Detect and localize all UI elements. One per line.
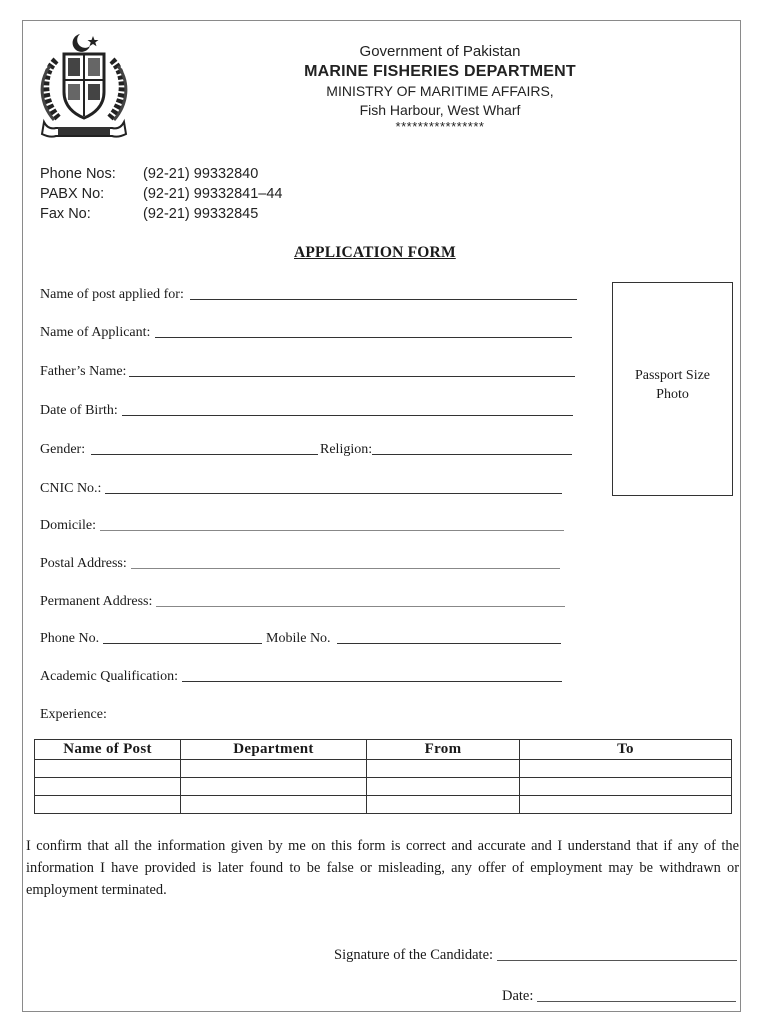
postal-address-field[interactable]: [40, 552, 560, 572]
table-cell[interactable]: [367, 778, 520, 796]
contact-label: Fax No:: [40, 206, 91, 222]
postal-address-input-line[interactable]: [131, 567, 560, 569]
contact-value: (92-21) 99332840: [143, 166, 259, 182]
post-input-line[interactable]: [190, 298, 577, 300]
date-label: Date:: [502, 988, 534, 1004]
permanent-address-input-line[interactable]: [156, 605, 565, 607]
photo-box-label: Photo: [656, 387, 689, 402]
table-cell[interactable]: [35, 760, 181, 778]
column-header-post: Name of Post: [35, 740, 181, 760]
mobile-input-line[interactable]: [337, 642, 561, 644]
address-line: Fish Harbour, West Wharf: [359, 102, 521, 118]
academic-qualification-label: Academic Qualification:: [40, 669, 178, 684]
father-name-input-line[interactable]: [129, 375, 575, 377]
pakistan-emblem-icon: [36, 30, 132, 140]
mobile-field[interactable]: [266, 627, 561, 647]
contact-row-pabx: [40, 184, 282, 204]
permanent-address-field[interactable]: [40, 590, 565, 610]
applicant-label: Name of Applicant:: [40, 325, 151, 340]
dob-label: Date of Birth:: [40, 403, 118, 418]
column-header-to: To: [520, 740, 732, 760]
domicile-field[interactable]: [40, 514, 564, 534]
experience-table: [34, 739, 732, 814]
contact-block: [40, 164, 282, 224]
father-name-field[interactable]: [40, 360, 575, 380]
date-field[interactable]: [502, 985, 736, 1005]
form-title: APPLICATION FORM: [294, 244, 456, 261]
department-name: MARINE FISHERIES DEPARTMENT: [304, 63, 576, 80]
post-field[interactable]: [40, 283, 577, 303]
table-row: [35, 760, 732, 778]
column-header-department: Department: [181, 740, 367, 760]
applicant-field[interactable]: [40, 321, 572, 341]
dob-input-line[interactable]: [122, 414, 573, 416]
contact-row-phone: [40, 164, 282, 184]
experience-label: Experience:: [40, 707, 107, 722]
table-cell[interactable]: [367, 760, 520, 778]
post-label: Name of post applied for:: [40, 287, 184, 302]
signature-field[interactable]: [334, 944, 737, 964]
phone-field[interactable]: [40, 627, 262, 647]
phone-input-line[interactable]: [103, 642, 262, 644]
signature-label: Signature of the Candidate:: [334, 947, 494, 963]
table-row: [35, 778, 732, 796]
date-input-line[interactable]: [537, 1000, 736, 1002]
table-row: [35, 796, 732, 814]
stars-divider: ****************: [395, 119, 485, 134]
contact-label: Phone Nos:: [40, 166, 116, 182]
domicile-label: Domicile:: [40, 518, 96, 533]
phone-label: Phone No.: [40, 631, 100, 646]
photo-box-label: Passport Size: [634, 368, 711, 383]
dob-field[interactable]: [40, 399, 573, 419]
table-cell[interactable]: [181, 778, 367, 796]
religion-input-line[interactable]: [372, 453, 572, 455]
gender-input-line[interactable]: [91, 453, 318, 455]
passport-photo-box[interactable]: [612, 282, 733, 496]
government-line: Government of Pakistan: [359, 43, 521, 60]
signature-input-line[interactable]: [497, 959, 737, 961]
cnic-label: CNIC No.:: [40, 481, 102, 496]
table-cell[interactable]: [181, 760, 367, 778]
gender-field[interactable]: [40, 438, 318, 458]
father-name-label: Father’s Name:: [40, 364, 127, 379]
gender-label: Gender:: [40, 442, 86, 457]
table-cell[interactable]: [181, 796, 367, 814]
domicile-input-line[interactable]: [100, 529, 564, 531]
academic-qualification-field[interactable]: [40, 665, 562, 685]
department-header: [270, 42, 610, 134]
postal-address-label: Postal Address:: [40, 556, 127, 571]
contact-label: PABX No:: [40, 186, 105, 202]
table-cell[interactable]: [520, 760, 732, 778]
table-cell[interactable]: [520, 778, 732, 796]
ministry-line: MINISTRY OF MARITIME AFFAIRS,: [326, 83, 554, 99]
cnic-input-line[interactable]: [105, 492, 562, 494]
table-cell[interactable]: [35, 778, 181, 796]
cnic-field[interactable]: [40, 477, 562, 497]
mobile-label: Mobile No.: [266, 631, 331, 646]
contact-value: (92-21) 99332845: [143, 206, 259, 222]
academic-qualification-input-line[interactable]: [182, 680, 562, 682]
applicant-input-line[interactable]: [155, 336, 572, 338]
contact-row-fax: [40, 204, 282, 224]
declaration-text: I confirm that all the information given by me on this form is correct and accurate and I understand that if any of the information I have provided is later found to be false or misleading, any offer of employment may be withdrawn or employment terminated.: [26, 838, 739, 898]
table-cell[interactable]: [520, 796, 732, 814]
religion-label: Religion:: [320, 442, 373, 457]
column-header-from: From: [367, 740, 520, 760]
table-cell[interactable]: [35, 796, 181, 814]
table-cell[interactable]: [367, 796, 520, 814]
religion-field[interactable]: [320, 438, 572, 458]
contact-value: (92-21) 99332841–44: [143, 186, 283, 202]
table-header-row: [35, 740, 732, 760]
permanent-address-label: Permanent Address:: [40, 594, 153, 609]
